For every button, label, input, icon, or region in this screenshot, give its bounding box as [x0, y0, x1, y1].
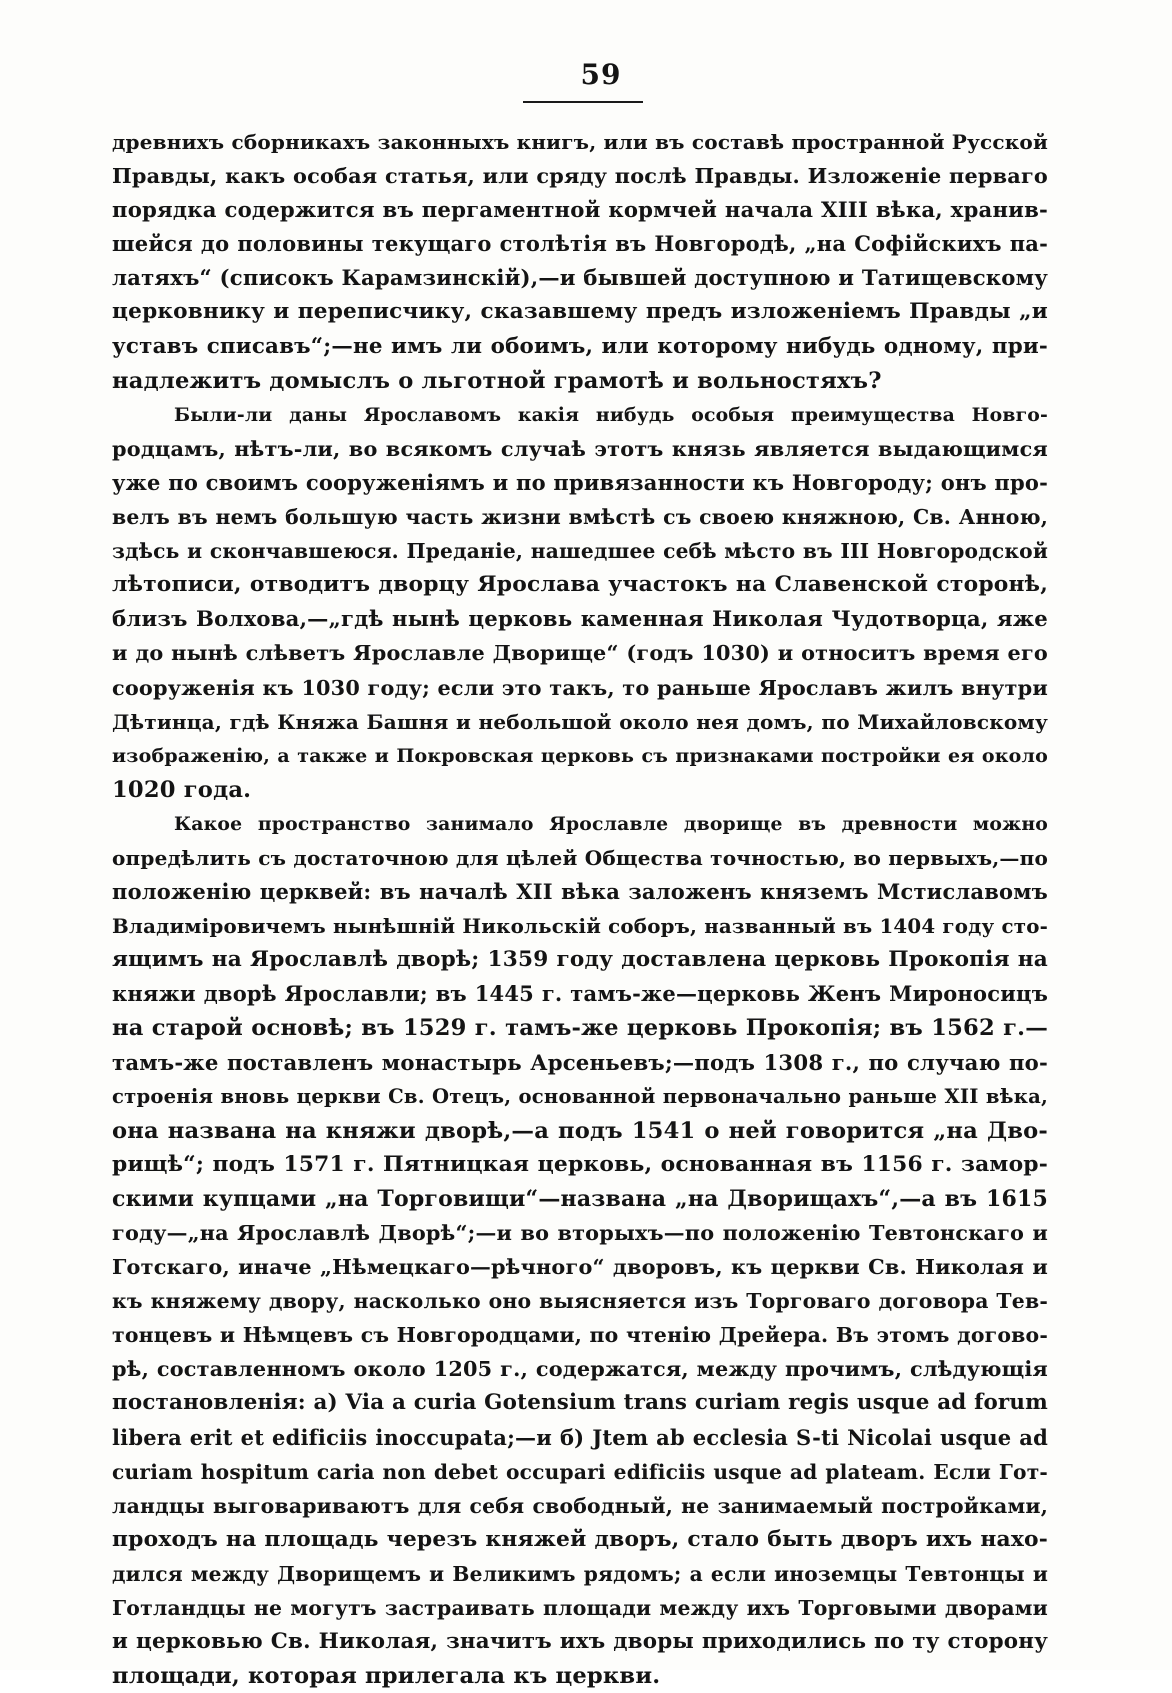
- text-line: libera erit et edificiis inoccupata;—и б) Jtem ab ecclesia S-ti Nicolai usque ad: [112, 1424, 1048, 1450]
- text-line: близъ Волхова,—„гдѣ нынѣ церковь каменная Николая Чудотворца, яже: [112, 606, 1048, 632]
- text-line: уже по своимъ сооруженіямъ и по привязанности къ Новгороду; онъ про-: [112, 469, 1048, 495]
- text-line: и церковью Св. Николая, значитъ ихъ дворы приходились по ту сторону: [112, 1629, 1048, 1655]
- text-line: Дѣтинца, гдѣ Княжа Башня и небольшой около нея домъ, по Михайловскому: [112, 709, 1048, 734]
- text-line: латяхъ“ (списокъ Карамзинскій),—и бывшей доступною и Татищевскому: [112, 265, 1048, 291]
- text-line: положенію церквей: въ началѣ XII вѣка заложенъ княземъ Мстиславомъ: [112, 879, 1048, 905]
- text-line: надлежитъ домыслъ о льготной грамотѣ и вольностяхъ?: [112, 367, 882, 394]
- text-line: здѣсь и скончавшеюся. Преданіе, нашедшее себѣ мѣсто въ III Новгородской: [112, 539, 1048, 564]
- text-line: curiam hospitum caria non debet occupari edificiis usque ad plateam. Если Гот-: [112, 1459, 1048, 1484]
- text-line: году—„на Ярославлѣ Дворѣ“;—и во вторыхъ—по положенію Тевтонскаго и: [112, 1220, 1048, 1245]
- header-rule: [523, 101, 643, 103]
- text-line: ящимъ на Ярославлѣ дворѣ; 1359 году доставлена церковь Прокопія на: [112, 947, 1048, 973]
- text-line: опредѣлить съ достаточною для цѣлей Общества точностью, во первыхъ,—по: [112, 845, 1048, 870]
- text-line: на старой основѣ; въ 1529 г. тамъ-же церковь Прокопія; въ 1562 г.—: [112, 1015, 1048, 1042]
- text-line: дился между Дворищемъ и Великимъ рядомъ; а если иноземцы Тевтонцы и: [112, 1561, 1048, 1586]
- text-line: тонцевъ и Нѣмцевъ съ Новгородцами, по чтенію Дрейера. Въ этомъ догово-: [112, 1323, 1048, 1348]
- text-line: Правды, какъ особая статья, или сряду послѣ Правды. Изложеніе перваго: [112, 163, 1048, 189]
- text-line: порядка содержится въ пергаментной кормчей начала XIII вѣка, хранив-: [112, 197, 1048, 223]
- text-line: древнихъ сборникахъ законныхъ книгъ, или въ составѣ пространной Русской: [112, 130, 1048, 154]
- text-line: уставъ списавъ“;—не имъ ли обоимъ, или которому нибудь одному, при-: [112, 333, 1048, 359]
- text-line: Готскаго, иначе „Нѣмецкаго—рѣчного“ дворовъ, къ церкви Св. Николая и: [112, 1254, 1048, 1280]
- text-line: скими купцами „на Торговищи“—названа „на Дворищахъ“,—а въ 1615: [112, 1185, 1048, 1212]
- text-line: рѣ, составленномъ около 1205 г., содержатся, между прочимъ, слѣдующія: [112, 1356, 1048, 1382]
- text-line: тамъ-же поставленъ монастырь Арсеньевъ;—подъ 1308 г., по случаю по-: [112, 1049, 1048, 1075]
- text-line: и до нынѣ слѣветъ Ярославле Дворище“ (годъ 1030) и относитъ время его: [112, 640, 1048, 666]
- text-line: Владиміровичемъ нынѣшній Никольскій соборъ, названный въ 1404 году сто-: [112, 914, 1048, 939]
- text-line: Готландцы не могутъ застраивать площади между ихъ Торговыми дворами: [112, 1596, 1048, 1621]
- paragraph: [112, 125, 1048, 398]
- text-line: церковнику и переписчику, сказавшему предъ изложеніемъ Правды „и: [112, 299, 1048, 325]
- text-line: 1020 года.: [112, 776, 252, 803]
- text-line: строенія вновь церкви Св. Отецъ, основанной первоначально раньше XII вѣка,: [112, 1084, 1048, 1108]
- paragraph: [112, 398, 1048, 807]
- text-line: ландцы выговариваютъ для себя свободный, не занимаемый постройками,: [112, 1493, 1048, 1518]
- text-line: она названа на княжи дворѣ,—а подъ 1541 о ней говорится „на Дво-: [112, 1117, 1048, 1144]
- text-line: лѣтописи, отводитъ дворцу Ярослава участокъ на Славенской сторонѣ,: [112, 572, 1048, 598]
- text-line: велъ въ немъ большую часть жизни вмѣстѣ съ своею княжною, Св. Анною,: [112, 505, 1048, 530]
- text-line: шейся до половины текущаго столѣтія въ Новгородѣ, „на Софійскихъ па-: [112, 231, 1048, 257]
- text-line: родцамъ, нѣтъ-ли, во всякомъ случаѣ этотъ князь является выдающимся: [112, 435, 1048, 461]
- text-line: сооруженія къ 1030 году; если это такъ, то раньше Ярославъ жилъ внутри: [112, 674, 1048, 700]
- text-line: рищѣ“; подъ 1571 г. Пятницкая церковь, основанная въ 1156 г. замор-: [112, 1151, 1048, 1177]
- text-line: Были-ли даны Ярославомъ какія нибудь особыя преимущества Новго-: [174, 403, 1048, 426]
- text-line: къ княжему двору, насколько оно выясняется изъ Торговаго договора Тев-: [112, 1289, 1048, 1314]
- text-line: постановленія: а) Via a curia Gotensium trans curiam regis usque ad forum: [112, 1390, 1048, 1416]
- text-line: княжи дворѣ Ярославли; въ 1445 г. тамъ-же—церковь Женъ Мироносицъ: [112, 981, 1048, 1007]
- page-number: 59: [580, 58, 622, 91]
- paragraph: [112, 807, 1048, 1693]
- text-line: площади, которая прилегала къ церкви.: [112, 1663, 661, 1690]
- text-line: изображенію, а также и Покровская церковь съ признаками постройки ея около: [112, 744, 1048, 767]
- page-body-text: [112, 125, 1048, 1693]
- text-line: Какое пространство занимало Ярославле дворище въ древности можно: [174, 812, 1048, 835]
- text-line: проходъ на площадь черезъ княжей дворъ, стало быть дворъ ихъ нахо-: [112, 1526, 1048, 1552]
